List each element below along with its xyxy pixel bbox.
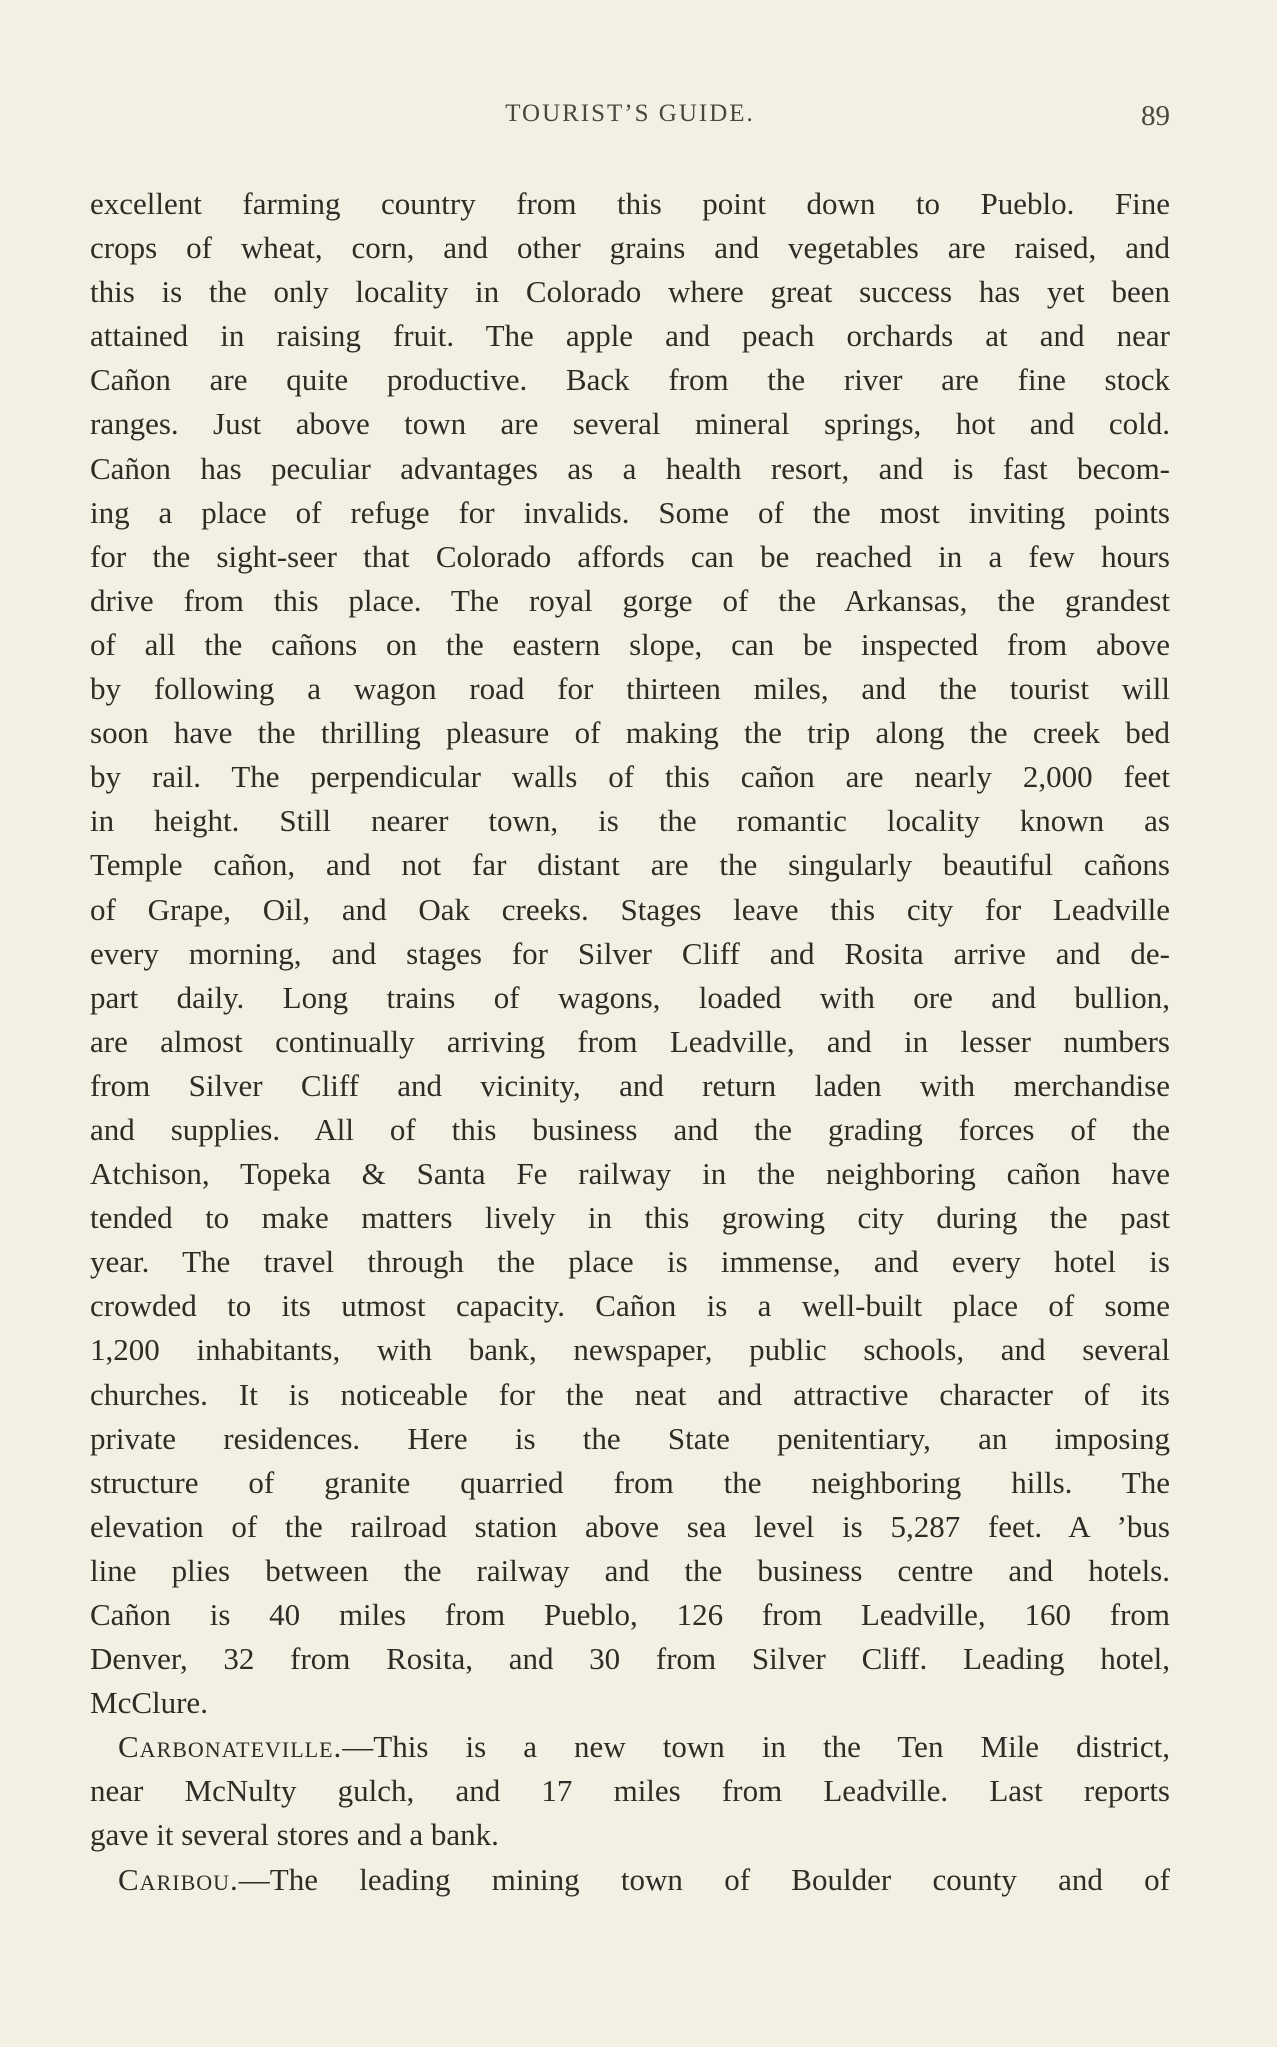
entry-heading-caribou: Caribou. bbox=[118, 1861, 239, 1897]
text-line: attained in raising fruit. The apple and peach orchards at and near bbox=[90, 318, 1170, 354]
text-line: Cañon has peculiar advantages as a health resort, and is fast becom- bbox=[90, 450, 1170, 486]
text-line: from Silver Cliff and vicinity, and return laden with merchandise bbox=[90, 1067, 1170, 1103]
text-line: crowded to its utmost capacity. Cañon is a well-built place of some bbox=[90, 1288, 1170, 1324]
page-number: 89 bbox=[1141, 100, 1170, 132]
entry-caribou-text: —The leading mining town of Boulder county and of bbox=[238, 1861, 1170, 1897]
text-line: churches. It is noticeable for the neat and attractive character of its bbox=[90, 1376, 1170, 1412]
text-line: crops of wheat, corn, and other grains and vegetables are raised, and bbox=[90, 230, 1170, 266]
text-line: year. The travel through the place is immense, and every hotel is bbox=[90, 1244, 1170, 1280]
running-head bbox=[90, 100, 1170, 140]
text-line: structure of granite quarried from the neighboring hills. The bbox=[90, 1464, 1170, 1500]
running-head-title: TOURIST’S GUIDE. bbox=[505, 100, 755, 127]
text-line: line plies between the railway and the business centre and hotels. bbox=[90, 1552, 1170, 1588]
text-line: every morning, and stages for Silver Cliff and Rosita arrive and de- bbox=[90, 935, 1170, 971]
text-line: elevation of the railroad station above sea level is 5,287 feet. A ’bus bbox=[90, 1508, 1170, 1544]
entry-carbonateville-first-line bbox=[90, 1725, 1170, 1769]
text-line: Cañon is 40 miles from Pueblo, 126 from Leadville, 160 from bbox=[90, 1597, 1170, 1632]
text-line: Temple cañon, and not far distant are the singularly beautiful cañons bbox=[90, 847, 1170, 883]
text-line: of all the cañons on the eastern slope, can be inspected from above bbox=[90, 626, 1170, 662]
text-line: near McNulty gulch, and 17 miles from Leadville. Last reports bbox=[90, 1773, 1170, 1809]
text-line: of Grape, Oil, and Oak creeks. Stages leave this city for Leadville bbox=[90, 891, 1170, 927]
text-line: this is the only locality in Colorado where great success has yet been bbox=[90, 274, 1170, 310]
text-line: and supplies. All of this business and the grading forces of the bbox=[90, 1111, 1170, 1147]
text-line: tended to make matters lively in this growing city during the past bbox=[90, 1200, 1170, 1236]
text-line: drive from this place. The royal gorge of the Arkansas, the grandest bbox=[90, 582, 1170, 618]
entry-carbonateville-text: —This is a new town in the Ten Mile district, bbox=[342, 1729, 1170, 1765]
text-line: part daily. Long trains of wagons, loaded with ore and bullion, bbox=[90, 979, 1170, 1015]
text-line: gave it several stores and a bank. bbox=[90, 1817, 499, 1853]
text-line: private residences. Here is the State penitentiary, an imposing bbox=[90, 1420, 1170, 1456]
text-line: excellent farming country from this point down to Pueblo. Fine bbox=[90, 186, 1170, 221]
text-line: Denver, 32 from Rosita, and 30 from Silver Cliff. Leading hotel, bbox=[90, 1641, 1170, 1677]
text-line: are almost continually arriving from Leadville, and in lesser numbers bbox=[90, 1023, 1170, 1059]
text-line: ranges. Just above town are several mineral springs, hot and cold. bbox=[90, 406, 1170, 442]
text-line: soon have the thrilling pleasure of making the trip along the creek bed bbox=[90, 715, 1170, 751]
text-line: by following a wagon road for thirteen miles, and the tourist will bbox=[90, 671, 1170, 707]
text-line: Cañon are quite productive. Back from the river are fine stock bbox=[90, 362, 1170, 398]
text-line: in height. Still nearer town, is the romantic locality known as bbox=[90, 803, 1170, 839]
body-text bbox=[90, 182, 1170, 1902]
entry-heading-carbonateville: Carbonateville. bbox=[118, 1729, 343, 1765]
text-line: Atchison, Topeka & Santa Fe railway in the neighboring cañon have bbox=[90, 1156, 1170, 1192]
text-line: McClure. bbox=[90, 1685, 208, 1721]
text-line: ing a place of refuge for invalids. Some of the most inviting points bbox=[90, 494, 1170, 530]
text-line: by rail. The perpendicular walls of this cañon are nearly 2,000 feet bbox=[90, 759, 1170, 795]
text-line: for the sight-seer that Colorado affords can be reached in a few hours bbox=[90, 538, 1170, 574]
text-line: 1,200 inhabitants, with bank, newspaper, public schools, and several bbox=[90, 1332, 1170, 1368]
entry-caribou-first-line bbox=[90, 1858, 1170, 1902]
